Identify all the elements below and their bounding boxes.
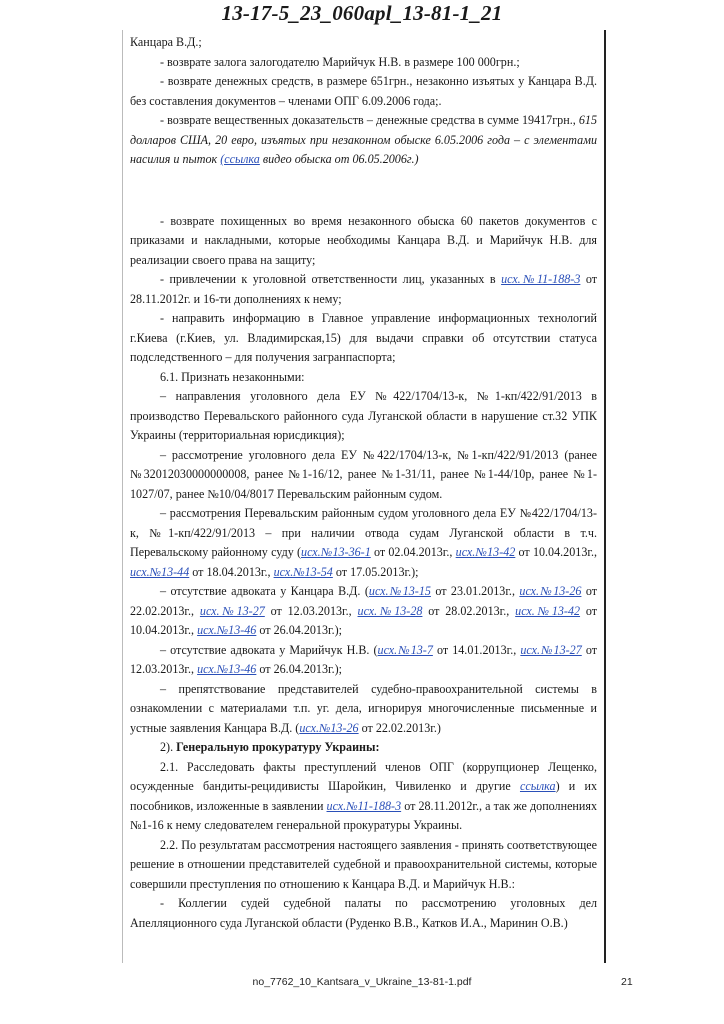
link-video-obysk[interactable]: (ссылка (220, 152, 260, 166)
section-heading: 2). Генеральную прокуратуру Украины: (160, 740, 380, 754)
link-ish-13-27[interactable]: исх.№13-27 (199, 603, 265, 618)
link-ish-13-26[interactable]: исх.№13-26 (299, 720, 359, 735)
link-ish-13-46[interactable]: исх.№13-46 (197, 662, 257, 676)
paragraph: - привлечении к уголовной ответственности лиц, указанных в исх.№11-188-3 от 28.11.2012г. и 16-ти дополнениях к нему; (130, 272, 597, 306)
paragraph: - возврате похищенных во время незаконного обыска 60 пакетов документов с приказами и накладными, которые необходимы Канцара В.Д. и Марийчук Н.В. для реализации своего права на защиту; (130, 213, 597, 267)
link-ish-13-28[interactable]: исх.№13-28 (357, 603, 423, 618)
page-number: 21 (621, 976, 633, 988)
link-ish-13-15[interactable]: исх.№13-15 (368, 584, 431, 598)
paragraph: – рассмотрения Перевальским районным судом уголовного дела ЕУ №422/1704/13-к, №1-кп/422/91/2013 – при наличии отвода судам Луганской области в т.ч. Перевальскому районному суду (исх.№13-36-1 от 02.04.2013г., исх.№13-42 от 10.04.2013г., исх.№13-44 от 18.04.2013г., исх.№13-54 от 17.05.2013г.); (130, 506, 598, 579)
link-ssylka[interactable]: ссылка (519, 779, 556, 793)
footer-filename: no_7762_10_Kantsara_v_Ukraine_13-81-1.pdf (252, 976, 472, 988)
link-ish-13-36-1[interactable]: исх.№13-36-1 (301, 545, 371, 559)
link-ish-13-46[interactable]: исх.№13-46 (197, 623, 257, 637)
paragraph: – отсутствие адвоката у Канцара В.Д. (исх.№13-15 от 23.01.2013г., исх.№13-26 от 22.02.2013г., исх.№13-27 от 12.03.2013г., исх.№13-28 от 28.02.2013г., исх.№13-42 от 10.04.2013г., исх.№13-46 от 26.04.2013г.); (130, 584, 598, 637)
paragraph: – препятствование представителей судебно-правоохранительной системы в ознакомлении с материалами т.п. уг. дела, игнорируя многочисленные письменные и устные заявления Канцара В.Д. (исх.№13-26 от 22.02.2013г.) (130, 681, 597, 735)
link-ish-13-54[interactable]: исх.№13-54 (273, 564, 333, 579)
paragraph: 2.1. Расследовать факты преступлений членов ОПГ (коррупционер Лещенко, осужденные бандиты-рецидивисты Шаройкин, Чивиленко и другие ссылка) и их пособников, изложенные в заявлении исх.№11-188-3 от 28.11.2012г., а так же дополнениях №1-16 к нему следователем генеральной прокуратуры Украины. (130, 759, 597, 832)
link-ish-11-188-3[interactable]: исх.№11-188-3 (326, 798, 402, 813)
document-body (130, 33, 597, 933)
paragraph: – отсутствие адвоката у Марийчук Н.В. (исх.№13-7 от 14.01.2013г., исх.№13-27 от 12.03.2013г., исх.№13-46 от 26.04.2013г.); (130, 642, 598, 676)
paragraph: - возврате залога залогодателю Марийчук Н.В. в размере 100 000грн.; (160, 54, 520, 69)
paragraph: Канцара В.Д.; (130, 35, 202, 49)
paragraph: - направить информацию в Главное управление информационных технологий г.Киева (г.Киев, ул. Владимирская,15) для выдачи справки об отсутствии статуса подследственного – для получения загранпаспорта; (130, 311, 597, 364)
link-ish-13-42[interactable]: исх.№13-42 (515, 603, 581, 618)
paragraph: - Коллегии судей судебной палаты по рассмотрению уголовных дел Апелляционного суда Луганской области (Руденко В.В., Катков И.А., Маринин О.В.) (130, 896, 597, 930)
document-header-title: 13-17-5_23_060apl_13-81-1_21 (221, 1, 503, 25)
link-ish-13-26[interactable]: исх.№13-26 (519, 584, 582, 598)
paragraph: 2.2. По результатам рассмотрения настоящего заявления - принять соответствующее решение в отношении представителей судебной и правоохранительной системы, которые совершили преступления по отношению к Канцара В.Д. и Марийчук Н.В.: (130, 837, 597, 891)
paragraph: 6.1. Признать незаконными: (160, 369, 305, 384)
link-ish-13-27[interactable]: исх.№13-27 (520, 642, 582, 657)
spacer (130, 170, 597, 212)
paragraph: – рассмотрение уголовного дела ЕУ №422/1704/13-к, №1-кп/422/91/2013 (ранее №32012030000000008, ранее №1-16/12, ранее №1-31/11, ранее №1-44/10р, ранее №1-1027/07, ранее №10/04/8017 Перевальским районным судом. (130, 447, 597, 501)
link-ish-13-7[interactable]: исх.№13-7 (377, 642, 433, 657)
link-ish-11-188-3[interactable]: исх.№11-188-3 (501, 272, 581, 286)
link-ish-13-42[interactable]: исх.№13-42 (455, 545, 516, 559)
paragraph: - возврате денежных средств, в размере 651грн., незаконно изъятых у Канцара В.Д. без составления документов – членами ОПГ 6.09.2006 года;. (130, 74, 597, 108)
paragraph: - возврате вещественных доказательств – денежные средства в сумме 19417грн., 615 долларов США, 20 евро, изъятых при незаконном обыске 6.05.2006 года – с элементами насилия и пыток (ссылка видео обыска от 06.05.2006г.) (130, 113, 597, 166)
link-ish-13-44[interactable]: исх.№13-44 (130, 564, 190, 579)
paragraph: – направления уголовного дела ЕУ №422/1704/13-к, №1-кп/422/91/2013 в производство Перевальского районного суда Луганской области в нарушение ст.32 УПК Украины (территориальная юрисдикция); (130, 389, 597, 442)
